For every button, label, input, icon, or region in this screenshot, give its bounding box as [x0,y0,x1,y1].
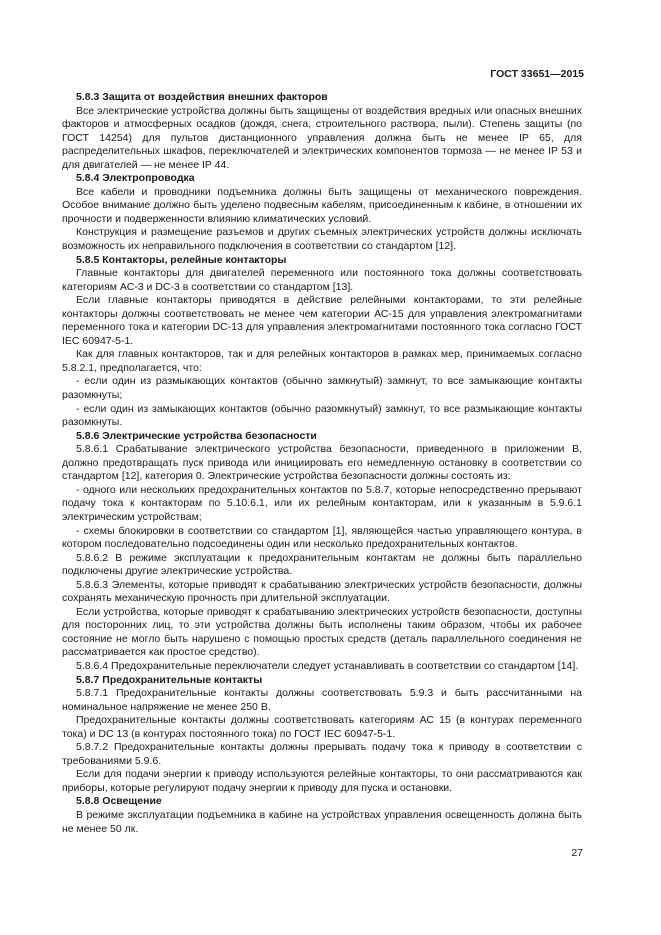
paragraph: - если один из замыкающих контактов (обычно разомкнутый) замкнут, то все размыкающие контакты разомкнуты. [62,402,582,429]
paragraph: Если устройства, которые приводят к срабатыванию электрических устройств безопасности, доступны для посторонних лиц, то эти устройства должны быть исполнены таким образом, чтобы их рабочее состояние не могло быть нарушено с помощью простых средств (деталь параллельного соединения не рассматривается как простое средство). [62,605,582,659]
paragraph: Как для главных контакторов, так и для релейных контакторов в рамках мер, принимаемых согласно 5.8.2.1, предполагается, что: [62,348,582,374]
paragraph: 5.8.6.1 Срабатывание электрического устройства безопасности, приведенного в приложении В, должно предотвращать пуск привода или инициировать его немедленную остановку в соответствии со стандартом [12], категория 0. Электрические устройства безопасности должны состоять из: [62,443,582,483]
document-body [62,91,582,836]
paragraph: Конструкция и размещение разъемов и других съемных электрических устройств должны исключать возможность их неправильного подключения в соответствии со стандартом [12]. [62,226,582,253]
paragraph: Если главные контакторы приводятся в действие релейными контакторами, то эти релейные контакторы должны соответствовать не менее чем категории АС-15 для управления электромагнитами переменного тока и категории DC-13 для управления электромагнитами постоянного тока согласно ГОСТ IEC 60947-5-1. [62,294,582,347]
paragraph: В режиме эксплуатации подъемника в кабине на устройствах управления освещенность должна быть не менее 50 лк. [62,808,582,835]
paragraph: - если один из размыкающих контактов (обычно замкнутый) замкнут, то все замыкающие контакты разомкнуты; [62,375,582,402]
document-standard-header: ГОСТ 33651—2015 [490,68,584,80]
paragraph: 5.8.7.1 Предохранительные контакты должны соответствовать 5.9.3 и быть рассчитанными на номинальное напряжение не менее 250 В. [62,687,582,713]
paragraph: 5.8.6.3 Элементы, которые приводят к срабатыванию электрических устройств безопасности, должны сохранять механическую прочность при длительной эксплуатации. [62,578,582,605]
paragraph: Все кабели и проводники подъемника должны быть защищены от механического повреждения. Особое внимание должно быть уделено подвесным кабелям, присоединенным к кабине, в отношении их прочности и подверженности влиянию климатических условий. [62,185,582,225]
paragraph: Главные контакторы для двигателей переменного или постоянного тока должны соответствовать категориям АС-3 и DC-3 в соответствии со стандартом [13]. [62,267,582,293]
paragraph: Все электрические устройства должны быть защищены от воздействия вредных или опасных внешних факторов и атмосферных осадков (дождя, снега, строительного раствора, пыли). Степень защиты (по ГОСТ 14254) для пультов дистанционного управления должна быть не менее IP 65, для распределительных шкафов, переключателей и электрических компонентов тормоза — не менее IP 53 и для двигателей — не менее IP 44. [62,104,582,171]
paragraph: - схемы блокировки в соответствии со стандартом [1], являющейся частью управляющего контура, в котором последовательно подсоединены один или несколько предохранительных контактов. [62,524,582,551]
section-heading: 5.8.4 Электропроводка [76,172,195,185]
paragraph: 5.8.6.2 В режиме эксплуатации к предохранительным контактам не должны быть параллельно подключены другие электрические устройства. [62,551,582,578]
paragraph: - одного или нескольких предохранительных контактов по 5.8.7, которые непосредственно прерывают подачу тока к контакторам по 5.10.6.1, или их релейным контакторам, или к указанным в 5.9.6.1 электрическим устройствам; [62,483,582,523]
section-heading: 5.8.8 Освещение [76,795,162,808]
paragraph: Предохранительные контакты должны соответствовать категориям АС 15 (в контурах переменного тока) и DC 13 (в контурах постоянного тока) по ГОСТ IEC 60947-5-1. [62,714,582,740]
section-heading: 5.8.7 Предохранительные контакты [76,673,263,686]
page-number: 27 [571,847,583,859]
paragraph: Если для подачи энергии к приводу используются релейные контакторы, то они рассматриваются как приборы, которые регулируют подачу энергии к приводу для пуска и остановки. [62,768,582,794]
section-heading: 5.8.5 Контакторы, релейные контакторы [76,253,287,266]
paragraph: 5.8.7.2 Предохранительные контакты должны прерывать подачу тока к приводу в соответствии с требованиями 5.9.6. [62,741,582,767]
section-heading: 5.8.6 Электрические устройства безопасности [76,429,317,442]
section-heading: 5.8.3 Защита от воздействия внешних факторов [76,91,328,103]
paragraph: 5.8.6.4 Предохранительные переключатели следует устанавливать в соответствии со стандартом [14]. [76,659,579,672]
